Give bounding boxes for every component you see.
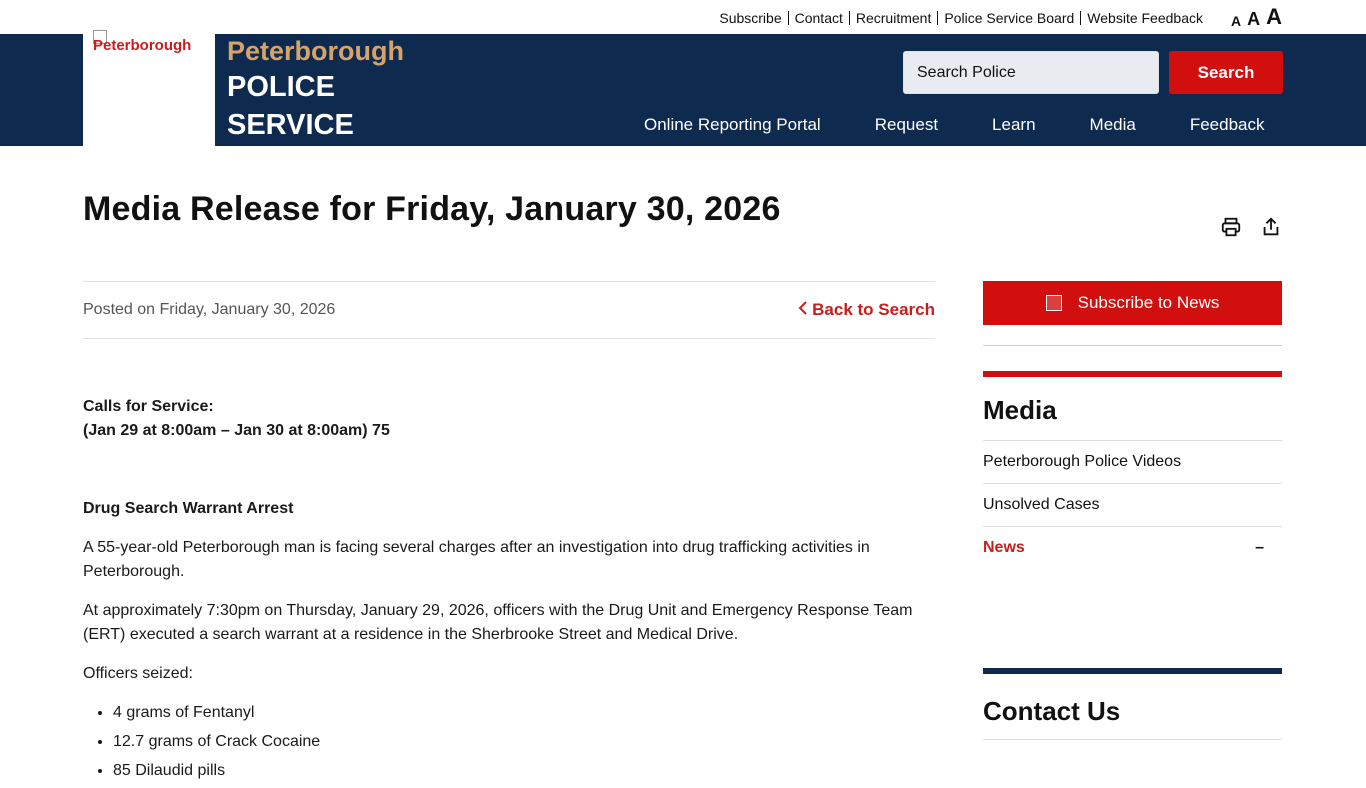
section-title: Drug Search Warrant Arrest <box>83 500 294 517</box>
list-item: • 85 Dilaudid pills <box>113 759 935 783</box>
utility-bar <box>0 0 1366 34</box>
nav-learn[interactable]: Learn <box>992 115 1036 134</box>
subscribe-to-news-button[interactable] <box>983 281 1282 325</box>
site-header <box>0 34 1366 146</box>
brand-line-service: SERVICE <box>227 109 354 141</box>
paragraph: A 55-year-old Peterborough man is facing several charges after an investigation into drug trafficking activities in Peterborough. <box>83 539 870 580</box>
text-size-medium-button[interactable]: A <box>1247 9 1261 29</box>
rss-icon <box>1046 295 1062 311</box>
search-button[interactable]: Search <box>1169 51 1283 94</box>
text-size-small-button[interactable]: A <box>1230 13 1242 29</box>
nav-feedback[interactable]: Feedback <box>1189 115 1265 134</box>
logo-alt-text: Peterborough <box>93 37 192 54</box>
sidebar-item-news-label: News <box>983 539 1025 556</box>
article-body <box>83 395 935 788</box>
main-nav <box>617 115 1292 135</box>
sidebar-item-news[interactable] <box>983 527 1282 569</box>
search-input[interactable]: Search Police <box>903 51 1159 94</box>
text-size-controls <box>1231 6 1282 28</box>
utility-link-subscribe[interactable]: Subscribe <box>719 10 782 26</box>
sidebar-divider <box>983 345 1282 346</box>
utility-link-website-feedback[interactable]: Website Feedback <box>1080 11 1209 25</box>
post-meta-bar <box>83 281 935 339</box>
posted-date: Posted on Friday, January 30, 2026 <box>83 301 336 318</box>
paragraph: At approximately 7:30pm on Thursday, January 29, 2026, officers with the Drug Unit and Emergency Response Team (ERT) executed a search warrant at a residence in the Sherbrooke Street and Medical Drive. <box>83 602 913 643</box>
utility-link-recruitment[interactable]: Recruitment <box>849 11 937 25</box>
utility-link-contact[interactable]: Contact <box>788 11 849 25</box>
media-panel-title: Media <box>983 377 1282 441</box>
list-item: • 4 grams of Fentanyl <box>113 701 935 725</box>
media-panel <box>983 371 1282 569</box>
subscribe-label: Subscribe to News <box>1077 293 1220 312</box>
back-to-search-label: Back to Search <box>812 300 935 319</box>
nav-media[interactable]: Media <box>1089 115 1136 134</box>
contact-panel-title: Contact Us <box>983 674 1282 740</box>
brand-name[interactable] <box>227 34 404 144</box>
calls-heading: Calls for Service: <box>83 398 214 415</box>
nav-request[interactable]: Request <box>874 115 939 134</box>
sidebar-item-police-videos[interactable]: Peterborough Police Videos <box>983 441 1282 484</box>
chevron-left-icon <box>798 301 808 315</box>
seized-items-list <box>113 701 935 783</box>
paragraph: Officers seized: <box>83 665 193 682</box>
contact-panel <box>983 668 1282 740</box>
page-title: Media Release for Friday, January 30, 2026 <box>83 190 781 228</box>
nav-online-reporting-portal[interactable]: Online Reporting Portal <box>644 115 821 134</box>
logo[interactable] <box>83 34 215 146</box>
utility-link-police-service-board[interactable]: Police Service Board <box>937 11 1080 25</box>
list-item: • 12.7 grams of Crack Cocaine <box>113 730 935 754</box>
share-icon[interactable] <box>1260 216 1282 238</box>
calls-detail: (Jan 29 at 8:00am – Jan 30 at 8:00am) 75 <box>83 422 390 439</box>
utility-links <box>713 11 1209 25</box>
print-icon[interactable] <box>1220 216 1242 238</box>
sidebar-item-unsolved-cases[interactable]: Unsolved Cases <box>983 484 1282 527</box>
brand-line-peterborough: Peterborough <box>227 36 405 66</box>
back-to-search-link[interactable] <box>798 300 935 320</box>
brand-line-police: POLICE <box>227 71 335 103</box>
text-size-large-button[interactable]: A <box>1266 4 1282 29</box>
collapse-icon[interactable]: – <box>1255 539 1264 556</box>
